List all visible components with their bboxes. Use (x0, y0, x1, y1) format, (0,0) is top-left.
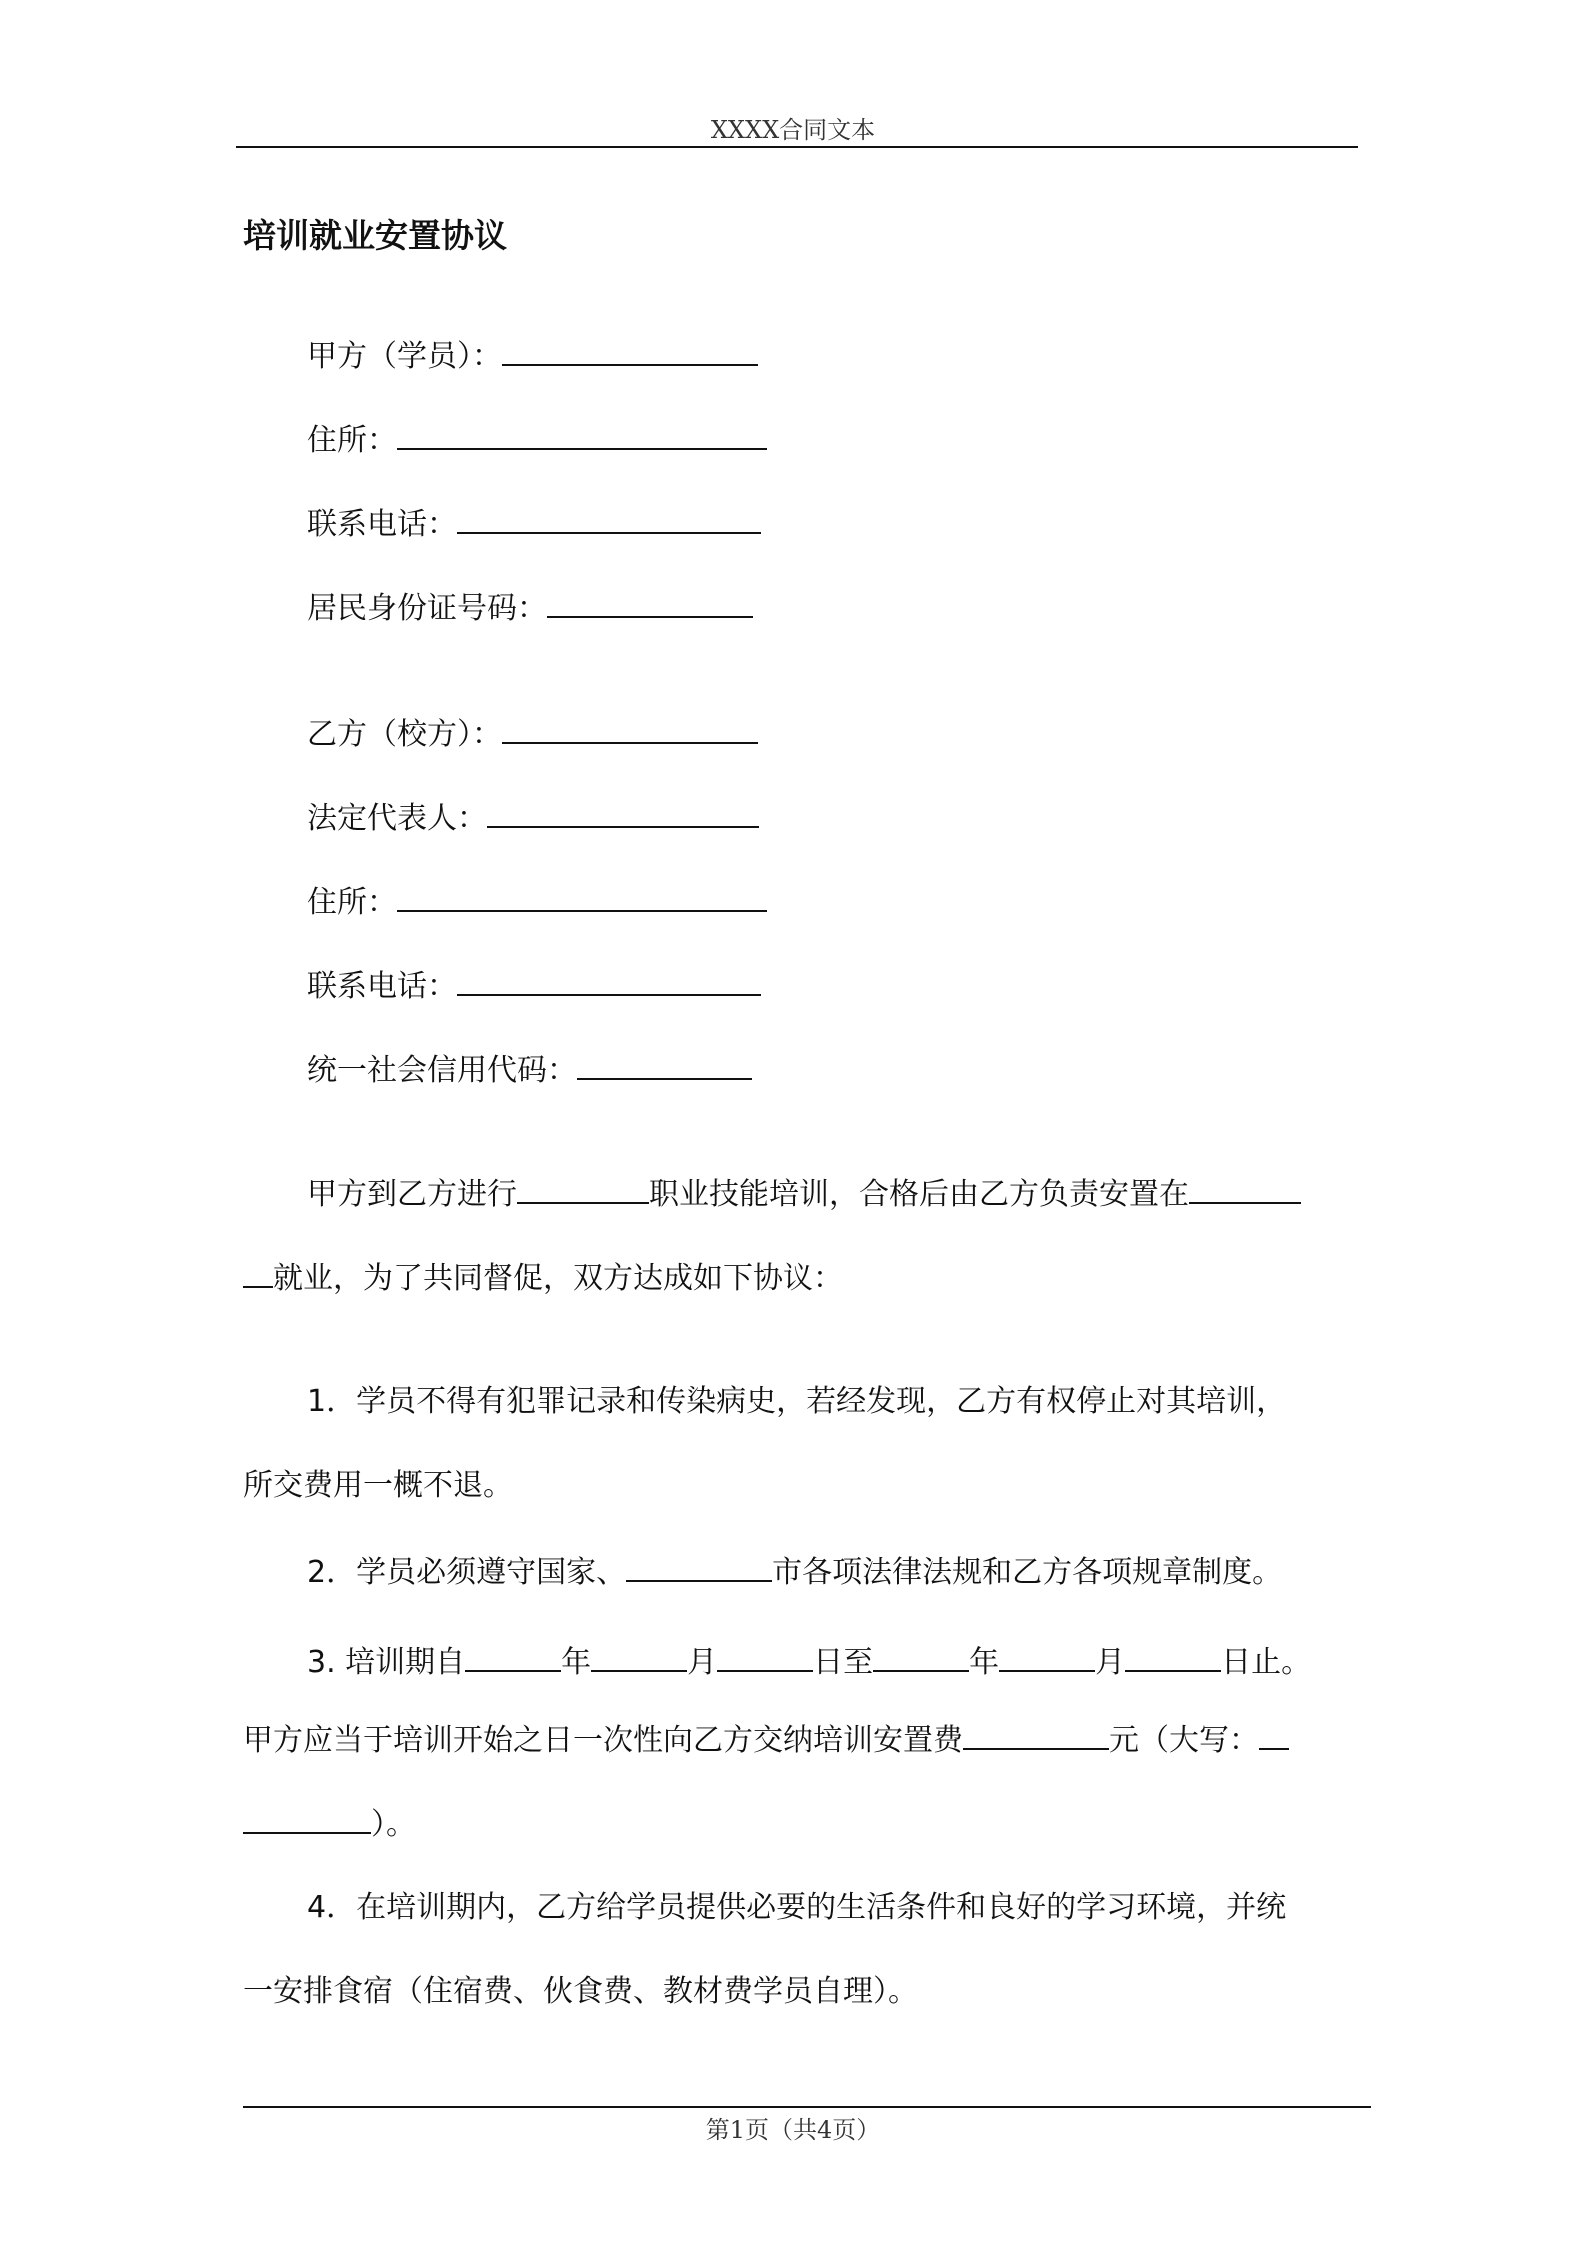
party-b-credit-label: 统一社会信用代码： (307, 1053, 577, 1088)
party-b-rep-field (307, 796, 759, 839)
party-a-id-label: 居民身份证号码： (307, 591, 547, 626)
header-divider (236, 146, 1358, 148)
intro-location-blank-cont (243, 1256, 273, 1288)
party-b-rep-label: 法定代表人： (307, 801, 487, 836)
clause-2-text-2: 市各项法律法规和乙方各项规章制度。 (772, 1555, 1283, 1590)
party-b-name-field (307, 712, 758, 755)
clause-3-line-3 (243, 1802, 416, 1845)
clause-3-text-1: 3. 培训期自 (307, 1645, 466, 1680)
party-b-phone-field (307, 964, 761, 1007)
start-day-blank (717, 1640, 813, 1672)
clause-4-line-1: 4．在培训期内，乙方给学员提供必要的生活条件和良好的学习环境，并统 (307, 1890, 1287, 1925)
clause-2-city-blank (626, 1550, 772, 1582)
clause-1-line-1: 1．学员不得有犯罪记录和传染病史，若经发现，乙方有权停止对其培训， (307, 1384, 1287, 1419)
party-a-id-field (307, 586, 753, 629)
clause-2 (307, 1550, 1282, 1593)
party-b-credit-blank (577, 1048, 752, 1080)
end-day-label: 日止。 (1221, 1645, 1312, 1680)
party-a-address-label: 住所： (307, 423, 397, 458)
start-year-label: 年 (561, 1645, 592, 1680)
party-b-phone-blank (457, 964, 761, 996)
intro-line-2 (243, 1256, 843, 1299)
party-b-name-blank (502, 712, 758, 744)
page-header: XXXX合同文本 (710, 116, 876, 144)
party-b-credit-field (307, 1048, 752, 1091)
start-month-label: 月 (687, 1645, 718, 1680)
clause-2-text-1: 2．学员必须遵守国家、 (307, 1555, 627, 1590)
party-b-address-blank (397, 880, 767, 912)
party-a-name-blank (502, 334, 758, 366)
party-b-name-label: 乙方（校方）： (307, 717, 502, 752)
clause-4-line-2: 一安排食宿（住宿费、伙食费、教材费学员自理）。 (243, 1974, 918, 2009)
party-a-phone-field (307, 502, 761, 545)
party-a-address-field (307, 418, 767, 461)
end-year-label: 年 (969, 1645, 1000, 1680)
party-a-name-label: 甲方（学员）： (307, 339, 502, 374)
party-b-address-field (307, 880, 767, 923)
party-a-address-blank (397, 418, 767, 450)
intro-skill-blank (517, 1172, 649, 1204)
clause-3-line-2 (243, 1718, 1289, 1761)
party-a-phone-blank (457, 502, 761, 534)
start-year-blank (465, 1640, 561, 1672)
party-b-rep-blank (487, 796, 759, 828)
clause-3-line-1 (307, 1640, 1311, 1683)
page-footer: 第1页（共4页） (705, 2116, 881, 2144)
intro-text-3: 就业，为了共同督促，双方达成如下协议： (273, 1261, 843, 1296)
document-title: 培训就业安置协议 (243, 216, 507, 255)
intro-text-2: 职业技能培训，合格后由乙方负责安置在 (649, 1177, 1189, 1212)
party-b-address-label: 住所： (307, 885, 397, 920)
clause-3-fee-text: 甲方应当于培训开始之日一次性向乙方交纳培训安置费 (243, 1723, 963, 1758)
end-month-blank (999, 1640, 1095, 1672)
party-a-id-blank (547, 586, 753, 618)
intro-text-1: 甲方到乙方进行 (307, 1177, 517, 1212)
clause-3-close: ）。 (371, 1807, 416, 1842)
end-month-label: 月 (1095, 1645, 1126, 1680)
footer-divider (243, 2106, 1371, 2108)
fee-uppercase-blank-cont (243, 1802, 371, 1834)
clause-1-line-2: 所交费用一概不退。 (243, 1468, 513, 1503)
party-b-phone-label: 联系电话： (307, 969, 457, 1004)
party-a-phone-label: 联系电话： (307, 507, 457, 542)
party-a-name-field (307, 334, 758, 377)
end-year-blank (873, 1640, 969, 1672)
start-month-blank (591, 1640, 687, 1672)
clause-3-yuan-text: 元（大写： (1109, 1723, 1259, 1758)
intro-line-1 (307, 1172, 1301, 1215)
end-day-blank (1125, 1640, 1221, 1672)
fee-amount-blank (963, 1718, 1109, 1750)
intro-location-blank (1189, 1172, 1301, 1204)
fee-uppercase-blank (1259, 1718, 1289, 1750)
start-day-label: 日至 (813, 1645, 874, 1680)
